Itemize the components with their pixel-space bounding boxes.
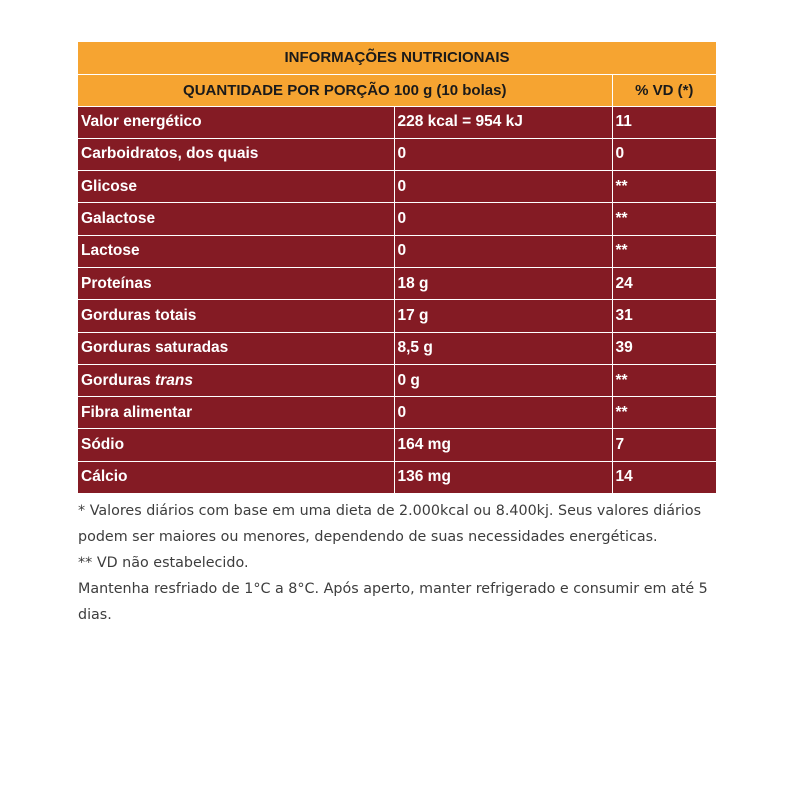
nutrient-vd: 0 xyxy=(612,138,716,170)
table-row xyxy=(78,429,716,461)
nutrient-vd: ** xyxy=(612,235,716,267)
nutrient-name-text: Gorduras xyxy=(81,371,156,389)
table-row xyxy=(78,203,716,235)
nutrient-name xyxy=(78,267,394,299)
nutrient-vd: ** xyxy=(612,397,716,429)
nutrient-name-text: Gorduras totais xyxy=(81,306,197,324)
nutrient-name xyxy=(78,300,394,332)
nutrition-table xyxy=(78,42,716,494)
nutrient-vd: ** xyxy=(612,171,716,203)
nutrient-name xyxy=(78,397,394,429)
nutrient-name-text: Valor energético xyxy=(81,113,202,131)
table-row xyxy=(78,300,716,332)
nutrition-panel xyxy=(78,42,716,628)
nutrient-amount: 0 xyxy=(394,397,612,429)
table-title: INFORMAÇÕES NUTRICIONAIS xyxy=(78,42,716,74)
nutrient-name-italic: trans xyxy=(155,371,193,389)
nutrient-amount: 8,5 g xyxy=(394,332,612,364)
nutrient-name xyxy=(78,429,394,461)
nutrient-name-text: Glicose xyxy=(81,177,137,195)
table-header-row xyxy=(78,74,716,106)
nutrient-amount: 17 g xyxy=(394,300,612,332)
nutrient-vd: 31 xyxy=(612,300,716,332)
nutrient-name-text: Cálcio xyxy=(81,468,128,486)
nutrient-vd: 14 xyxy=(612,461,716,493)
table-row xyxy=(78,397,716,429)
table-row xyxy=(78,461,716,493)
nutrient-amount: 18 g xyxy=(394,267,612,299)
nutrient-amount: 0 xyxy=(394,138,612,170)
table-title-row xyxy=(78,42,716,74)
table-row xyxy=(78,267,716,299)
nutrient-name-text: Gorduras saturadas xyxy=(81,339,229,357)
footnote-daily-values: * Valores diários com base em uma dieta de 2.000kcal ou 8.400kj. Seus valores diários podem ser maiores ou menores, dependendo de suas necessidades energéticas. xyxy=(78,503,702,546)
footnote-vd-not-established: ** VD não estabelecido. xyxy=(78,555,249,572)
nutrient-name xyxy=(78,106,394,138)
vd-header: % VD (*) xyxy=(612,74,716,106)
portion-header: QUANTIDADE POR PORÇÃO 100 g (10 bolas) xyxy=(78,74,612,106)
table-row xyxy=(78,106,716,138)
nutrient-vd: ** xyxy=(612,203,716,235)
nutrient-name-text: Carboidratos, dos quais xyxy=(81,145,259,163)
table-row xyxy=(78,138,716,170)
nutrient-vd: 39 xyxy=(612,332,716,364)
nutrient-amount: 0 g xyxy=(394,364,612,396)
table-row xyxy=(78,332,716,364)
nutrient-amount: 228 kcal = 954 kJ xyxy=(394,106,612,138)
table-row xyxy=(78,364,716,396)
nutrient-name-text: Galactose xyxy=(81,210,156,228)
nutrient-name xyxy=(78,138,394,170)
nutrient-amount: 0 xyxy=(394,171,612,203)
nutrient-amount: 0 xyxy=(394,235,612,267)
nutrient-name-text: Fibra alimentar xyxy=(81,403,193,421)
nutrient-vd: 7 xyxy=(612,429,716,461)
nutrient-name xyxy=(78,171,394,203)
table-row xyxy=(78,171,716,203)
nutrient-amount: 136 mg xyxy=(394,461,612,493)
nutrient-vd: 11 xyxy=(612,106,716,138)
nutrient-name-text: Sódio xyxy=(81,436,125,454)
nutrient-name-text: Lactose xyxy=(81,242,140,260)
nutrient-name xyxy=(78,364,394,396)
nutrient-name xyxy=(78,203,394,235)
nutrient-vd: 24 xyxy=(612,267,716,299)
nutrient-name xyxy=(78,461,394,493)
nutrient-amount: 0 xyxy=(394,203,612,235)
nutrient-name xyxy=(78,332,394,364)
nutrient-name xyxy=(78,235,394,267)
nutrient-amount: 164 mg xyxy=(394,429,612,461)
table-row xyxy=(78,235,716,267)
nutrient-name-text: Proteínas xyxy=(81,274,152,292)
nutrient-vd: ** xyxy=(612,364,716,396)
storage-instructions: Mantenha resfriado de 1°C a 8°C. Após aperto, manter refrigerado e consumir em até 5 dias. xyxy=(78,581,708,624)
notes xyxy=(78,498,716,628)
